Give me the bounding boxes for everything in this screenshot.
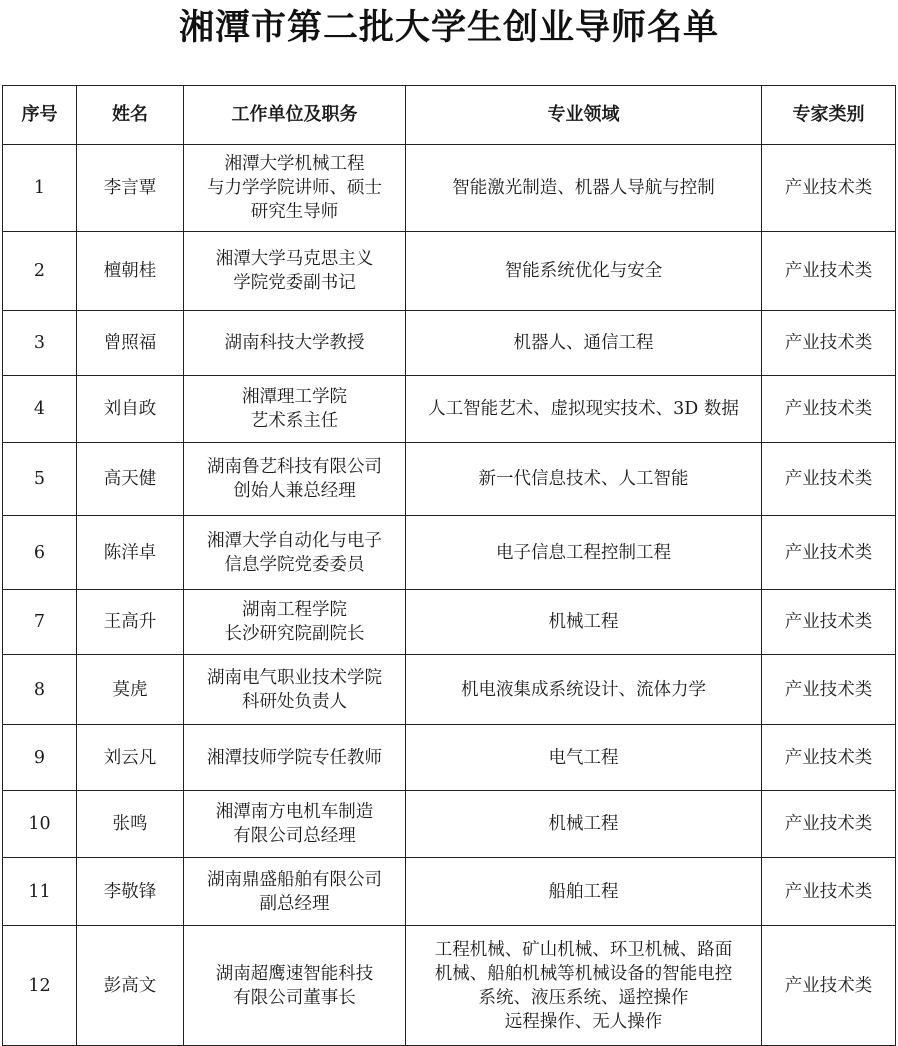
cell-index: 10 — [3, 791, 77, 858]
cell-name: 檀朝桂 — [77, 232, 184, 311]
cell-unit-line: 湘潭大学马克思主义 — [215, 249, 374, 269]
cell-unit — [184, 443, 406, 516]
cell-unit-line: 科研处负责人 — [242, 691, 347, 712]
cell-name: 刘云凡 — [77, 725, 184, 791]
table-row — [3, 590, 896, 655]
cell-category: 产业技术类 — [762, 858, 896, 926]
cell-name: 曾照福 — [77, 311, 184, 376]
cell-field — [406, 311, 762, 376]
cell-field-line: 电子信息工程控制工程 — [496, 542, 671, 563]
cell-unit — [184, 232, 406, 311]
column-header-field: 专业领域 — [406, 86, 762, 145]
cell-name: 彭高文 — [77, 926, 184, 1046]
cell-category: 产业技术类 — [762, 516, 896, 590]
cell-unit-line: 湘潭南方电机车制造 — [215, 802, 374, 822]
cell-unit-line: 创始人兼总经理 — [233, 481, 356, 501]
cell-field — [406, 926, 762, 1046]
cell-field — [406, 232, 762, 311]
table-body — [3, 145, 896, 1046]
cell-unit-line: 有限公司总经理 — [233, 826, 356, 846]
mentor-table — [2, 85, 896, 1046]
cell-field — [406, 858, 762, 926]
cell-unit-line: 湘潭理工学院 — [242, 387, 347, 407]
cell-category: 产业技术类 — [762, 145, 896, 232]
cell-field-line: 智能系统优化与安全 — [504, 261, 663, 281]
cell-category: 产业技术类 — [762, 590, 896, 655]
table-row — [3, 858, 896, 926]
cell-field-line: 远程操作、无人操作 — [504, 1011, 663, 1032]
document-title: 湘潭市第二批大学生创业导师名单 — [178, 8, 719, 48]
cell-category: 产业技术类 — [762, 791, 896, 858]
cell-field-line: 机械工程 — [548, 612, 619, 632]
cell-field-line: 机器人、通信工程 — [513, 333, 654, 353]
table-row — [3, 516, 896, 590]
cell-name: 张鸣 — [77, 791, 184, 858]
cell-index: 5 — [3, 443, 77, 516]
cell-field-line: 机械、船舶机械等机械设备的智能电控 — [434, 963, 733, 984]
cell-category: 产业技术类 — [762, 443, 896, 516]
cell-unit-line: 学院党委副书记 — [233, 273, 356, 293]
table-row — [3, 376, 896, 443]
cell-unit-line: 与力学学院讲师、硕士 — [207, 178, 382, 198]
cell-name: 刘自政 — [77, 376, 184, 443]
cell-unit — [184, 516, 406, 590]
cell-field-line: 船舶工程 — [548, 881, 619, 902]
cell-field-line: 智能激光制造、机器人导航与控制 — [452, 178, 715, 198]
table-row — [3, 926, 896, 1046]
cell-unit-line: 湖南鼎盛船舶有限公司 — [207, 869, 382, 890]
cell-index: 1 — [3, 145, 77, 232]
table-row — [3, 443, 896, 516]
cell-field-line: 新一代信息技术、人工智能 — [478, 469, 689, 489]
cell-name: 李言覃 — [77, 145, 184, 232]
cell-unit-line: 湘潭技师学院专任教师 — [207, 747, 382, 768]
cell-unit — [184, 926, 406, 1046]
cell-index: 8 — [3, 655, 77, 725]
cell-field — [406, 725, 762, 791]
table-row — [3, 655, 896, 725]
cell-unit-line: 湖南科技大学教授 — [224, 333, 365, 353]
cell-index: 4 — [3, 376, 77, 443]
cell-field-line: 工程机械、矿山机械、环卫机械、路面 — [434, 939, 733, 960]
cell-unit-line: 湘潭大学自动化与电子 — [207, 530, 382, 551]
cell-category: 产业技术类 — [762, 376, 896, 443]
cell-name: 莫虎 — [77, 655, 184, 725]
cell-field — [406, 791, 762, 858]
column-header-category: 专家类别 — [762, 86, 896, 145]
table-row — [3, 791, 896, 858]
table-row — [3, 232, 896, 311]
cell-name: 高天健 — [77, 443, 184, 516]
cell-unit — [184, 858, 406, 926]
cell-unit — [184, 145, 406, 232]
cell-category: 产业技术类 — [762, 232, 896, 311]
cell-unit — [184, 655, 406, 725]
cell-name: 陈洋卓 — [77, 516, 184, 590]
cell-unit-line: 副总经理 — [259, 893, 330, 914]
cell-field-line: 系统、液压系统、遥控操作 — [478, 987, 689, 1008]
cell-name: 李敬锋 — [77, 858, 184, 926]
cell-unit-line: 湖南超鹰速智能科技 — [215, 963, 374, 984]
cell-unit — [184, 376, 406, 443]
cell-unit-line: 湖南工程学院 — [242, 600, 347, 620]
cell-field-line: 人工智能艺术、虚拟现实技术、3D 数据 — [428, 399, 739, 419]
cell-unit — [184, 791, 406, 858]
cell-field — [406, 145, 762, 232]
cell-index: 9 — [3, 725, 77, 791]
table-row — [3, 145, 896, 232]
cell-category: 产业技术类 — [762, 655, 896, 725]
cell-index: 6 — [3, 516, 77, 590]
cell-field-line: 电气工程 — [548, 747, 619, 768]
cell-category: 产业技术类 — [762, 311, 896, 376]
cell-category: 产业技术类 — [762, 725, 896, 791]
column-header-unit: 工作单位及职务 — [184, 86, 406, 145]
cell-field — [406, 516, 762, 590]
cell-unit-line: 有限公司董事长 — [233, 987, 356, 1008]
cell-index: 7 — [3, 590, 77, 655]
cell-unit-line: 研究生导师 — [250, 202, 339, 222]
cell-field — [406, 590, 762, 655]
column-header-index: 序号 — [3, 86, 77, 145]
cell-unit — [184, 590, 406, 655]
cell-field — [406, 443, 762, 516]
cell-unit-line: 湖南电气职业技术学院 — [207, 667, 382, 688]
cell-category: 产业技术类 — [762, 926, 896, 1046]
cell-index: 2 — [3, 232, 77, 311]
cell-unit-line: 信息学院党委委员 — [224, 554, 365, 575]
cell-unit-line: 艺术系主任 — [250, 411, 339, 431]
cell-unit-line: 长沙研究院副院长 — [224, 624, 365, 644]
cell-field — [406, 376, 762, 443]
table-header-row — [3, 86, 896, 145]
cell-unit-line: 湖南鲁艺科技有限公司 — [207, 457, 382, 477]
cell-name: 王高升 — [77, 590, 184, 655]
cell-field — [406, 655, 762, 725]
cell-index: 11 — [3, 858, 77, 926]
column-header-name: 姓名 — [77, 86, 184, 145]
cell-unit — [184, 311, 406, 376]
cell-field-line: 机电液集成系统设计、流体力学 — [461, 679, 706, 700]
cell-unit — [184, 725, 406, 791]
table-row — [3, 725, 896, 791]
cell-index: 3 — [3, 311, 77, 376]
cell-unit-line: 湘潭大学机械工程 — [224, 154, 365, 174]
cell-index: 12 — [3, 926, 77, 1046]
table-row — [3, 311, 896, 376]
cell-field-line: 机械工程 — [548, 814, 619, 834]
